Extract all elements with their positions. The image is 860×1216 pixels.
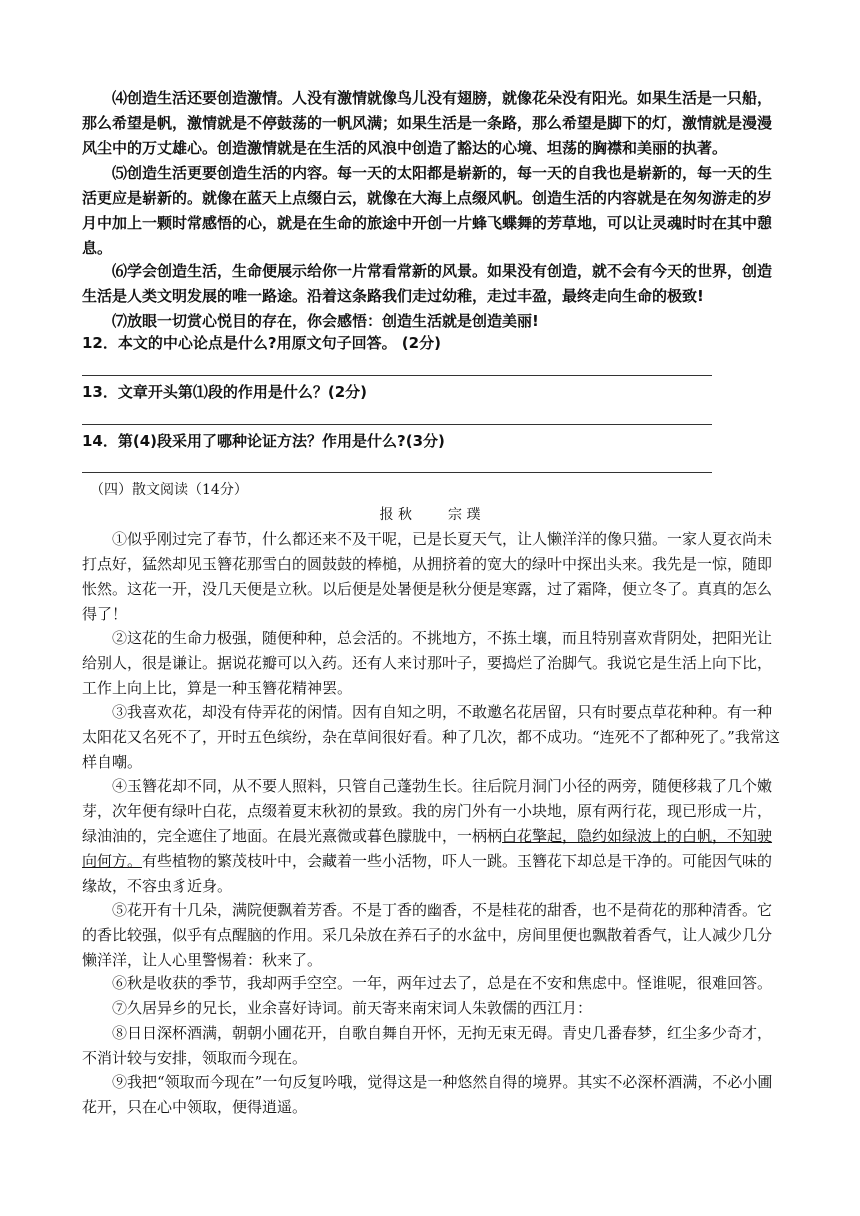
article-title: 报 秋	[379, 507, 412, 523]
question-13: 13．文章开头第⑴段的作用是什么？(2分)	[82, 383, 368, 401]
prose-paragraph-5: ⑤花开有十几朵，满院便飘着芳香。不是丁香的幽香，不是桂花的甜香，也不是荷花的那种清香。它的香比较强，似乎有点醒脑的作用。采几朵放在养石子的水盆中，房间里便也飘散着香气，让人减少几分懒洋洋，让人心里警惕着：秋来了。	[82, 901, 773, 969]
essay-paragraph-7: ⑺放眼一切赏心悦目的存在，你会感悟：创造生活就是创造美丽!	[112, 312, 539, 330]
essay-paragraph-5: ⑸创造生活更要创造生活的内容。每一天的太阳都是崭新的，每一天的自我也是崭新的，每一天的生活更应是崭新的。就像在蓝天上点缀白云，就像在大海上点缀风帆。创造生活的内容就是在匆匆游走的岁月中加上一颗时常感悟的心，就是在生命的旅途中开创一片蜂飞蝶舞的芳草地，可以让灵魂时时在其中憩息。	[82, 164, 773, 257]
prose-paragraph-2: ②这花的生命力极强，随便种种，总会活的。不挑地方，不拣土壤，而且特别喜欢背阴处，把阳光让给别人，很是谦让。据说花瓣可以入药。还有人来讨那叶子，要捣烂了治脚气。我说它是生活上向下比，工作上向上比，算是一种玉簪花精神罢。	[82, 629, 773, 697]
prose-paragraph-4	[82, 774, 782, 899]
prose-paragraph-4-text-a: ④玉簪花却不同，从不要人照料，只管自己蓬勃生长。往后院月洞门小径的两旁，随便移栽了几个嫩芽，次年便有绿叶白花，点缀着夏末秋初的景致。我的房门外有一小块地，原有两行花，现已形成一片，绿油油的，完全遮住了地面。在晨光熹微或暮色朦胧中，一柄柄	[82, 777, 773, 845]
answer-line-12[interactable]	[82, 375, 712, 376]
prose-paragraph-1: ①似乎刚过完了春节，什么都还来不及干呢，已是长夏天气，让人懒洋洋的像只猫。一家人夏衣尚未打点好，猛然却见玉簪花那雪白的圆鼓鼓的棒槌，从拥挤着的宽大的绿叶中探出头来。我先是一惊，随即怅然。这花一开，没几天便是立秋。以后便是处暑便是秋分便是寒露，过了霜降，便立冬了。真真的怎么得了！	[82, 530, 773, 623]
answer-line-13[interactable]	[82, 424, 712, 425]
essay-paragraph-4: ⑷创造生活还要创造激情。人没有激情就像鸟儿没有翅膀，就像花朵没有阳光。如果生活是一只船，那么希望是帆，激情就是不停鼓荡的一帆风满；如果生活是一条路，那么希望是脚下的灯，激情就是漫漫风尘中的万丈雄心。创造激情就是在生活的风浪中创造了豁达的心境、坦荡的胸襟和美丽的执著。	[82, 89, 773, 157]
question-14: 14．第(4)段采用了哪种论证方法？作用是什么?(3分)	[82, 432, 445, 450]
article-title-line	[0, 505, 860, 525]
prose-paragraph-6: ⑥秋是收获的季节，我却两手空空。一年，两年过去了，总是在不安和焦虑中。怪谁呢，很难回答。	[112, 974, 773, 992]
answer-line-14[interactable]	[82, 472, 712, 473]
underlined-sentence: 白花擎起，隐约如绿波上的白帆，不知驶向何方。	[82, 827, 773, 870]
prose-paragraph-8: ⑧日日深杯酒满，朝朝小圃花开，自歌自舞自开怀，无拘无束无碍。青史几番春梦，红尘多少奇才，不消计较与安排，领取而今现在。	[82, 1024, 773, 1067]
question-12: 12．本文的中心论点是什么?用原文句子回答。 (2分)	[82, 334, 441, 352]
prose-paragraph-3: ③我喜欢花，却没有侍弄花的闲情。因有自知之明，不敢邀名花居留，只有时要点草花种种。有一种太阳花又名死不了，开时五色缤纷，杂在草间很好看。种了几次，都不成功。“连死不了都种死了。”我常这样自嘲。	[82, 703, 780, 771]
prose-paragraph-9: ⑨我把“领取而今现在”一句反复吟哦，觉得这是一种悠然自得的境界。其实不必深杯酒满，不必小圃花开，只在心中领取，便得逍遥。	[82, 1073, 773, 1116]
prose-paragraph-7: ⑦久居异乡的兄长，业余喜好诗词。前天寄来南宋词人朱敦儒的西江月：	[112, 999, 593, 1017]
article-author: 宗 璞	[448, 507, 481, 523]
essay-paragraph-6: ⑹学会创造生活，生命便展示给你一片常看常新的风景。如果没有创造，就不会有今天的世界，创造生活是人类文明发展的唯一路途。沿着这条路我们走过幼稚，走过丰盈，最终走向生命的极致!	[82, 262, 773, 305]
section-header: （四）散文阅读（14分）	[90, 482, 248, 498]
prose-paragraph-4-text-b: 有些植物的繁茂枝叶中，会藏着一些小活物，吓人一跳。玉簪花下却总是干净的。可能因气味的缘故，不容虫豸近身。	[82, 852, 773, 895]
